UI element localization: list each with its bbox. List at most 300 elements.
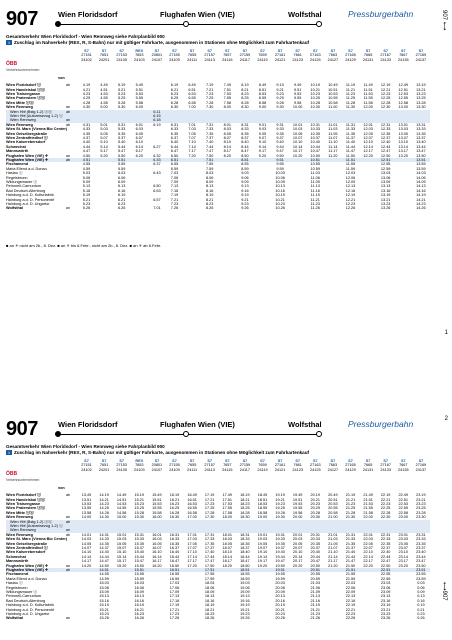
train-header-cell: 24119 [257, 467, 268, 472]
time-cell: 12.14 [363, 144, 373, 149]
time-cell: 9.47 [276, 149, 284, 154]
time-cell: 17.21 [169, 607, 180, 612]
time-cell: 11.47 [345, 149, 356, 154]
time-cell: 11.37 [345, 136, 356, 140]
train-header-cell: 24125 [310, 467, 321, 472]
time-cell: 8.37 [241, 136, 249, 140]
time-cell: 14.49 [116, 493, 127, 498]
time-cell: 10.21 [275, 197, 285, 202]
time-cell: 15.50 [134, 563, 145, 568]
time-cell: 21.10 [328, 550, 338, 555]
train-header-cell: 24109 [169, 467, 180, 472]
time-cell: 7.01 [153, 206, 161, 211]
time-cell: 23.10 [398, 550, 409, 555]
stop-name: Schwechat [6, 144, 26, 149]
time-cell: 12.53 [398, 92, 409, 96]
time-cell: 4.50 [82, 153, 91, 158]
time-cell: 21.03 [310, 581, 321, 586]
time-cell: 8.00 [223, 105, 231, 110]
time-cell: 6.28 [170, 100, 179, 105]
train-header-cell: 24117 [239, 467, 251, 472]
time-cell: 6.43 [153, 171, 161, 176]
time-cell: 8.06 [205, 175, 214, 180]
time-cell: 15.28 [134, 510, 145, 515]
time-cell: 9.19 [276, 83, 284, 88]
time-cell: 14.16 [416, 188, 426, 193]
time-cell: 21.55 [363, 506, 373, 511]
stop-name: Hainburg a.d. D. Kulturfabrik [6, 193, 54, 198]
time-cell: 0.19 [417, 603, 425, 608]
time-cell: 14.40 [99, 550, 109, 555]
time-cell: 5.33 [117, 127, 126, 132]
train-header-cell: 27161 [274, 53, 286, 58]
time-cell: 17.55 [204, 572, 215, 577]
stop-name: Wildungsmauer ⓢ [6, 180, 38, 184]
time-cell: 23.07 [398, 546, 409, 550]
time-cell: 21.25 [345, 506, 356, 511]
time-cell: 12.17 [363, 149, 373, 154]
time-cell: 9.58 [293, 100, 302, 105]
time-cell: 22.07 [363, 546, 373, 550]
time-cell: 23.37 [416, 546, 426, 550]
time-cell: 18.40 [240, 550, 250, 555]
time-cell: 14.17 [81, 559, 92, 564]
train-header-cell: S7 [295, 459, 301, 463]
time-cell: 11.59 [345, 166, 356, 171]
arr-dep-marker: an [66, 153, 70, 158]
time-cell: 17.19 [169, 603, 180, 608]
stop-name: Wien Floridsdorf ⓢ [6, 493, 41, 498]
time-cell: 23.50 [416, 563, 426, 568]
time-cell: 6.50 [170, 153, 179, 158]
stop-name: Wien Zentralfriedhof ⓢ [6, 546, 48, 550]
time-cell: 14.50 [99, 563, 109, 568]
time-cell: 8.10 [223, 140, 231, 145]
time-cell: 17.31 [204, 532, 215, 537]
time-cell: 16.55 [169, 572, 180, 577]
time-cell: 14.31 [99, 532, 109, 537]
time-cell: 15.19 [99, 603, 109, 608]
time-cell: 18.10 [222, 550, 233, 555]
time-cell: 14.23 [99, 502, 109, 506]
time-cell: 9.21 [276, 87, 284, 92]
time-cell: 6.23 [170, 92, 179, 96]
train-header-cell: S7 [207, 459, 213, 463]
train-header-cell: S7 [277, 49, 283, 53]
time-cell: 22.19 [345, 603, 356, 608]
time-cell: 22.10 [363, 550, 373, 555]
stop-name: Wien Rennweg [10, 528, 36, 533]
time-cell: 18.19 [204, 603, 215, 608]
stop-name: Hainburg a.d. D. Ungartor [6, 202, 50, 206]
time-cell: 21.07 [328, 546, 338, 550]
time-cell: 12.35 [380, 131, 391, 136]
time-cell: 11.26 [310, 206, 320, 211]
train-header-cell: S7 [365, 459, 371, 463]
train-header-cell: 7661 [293, 463, 302, 468]
time-cell: 7.50 [205, 153, 214, 158]
time-cell: 5.17 [100, 149, 108, 154]
time-cell: 16.26 [134, 616, 145, 621]
time-cell: 20.00 [292, 515, 303, 520]
time-cell: 15.21 [99, 607, 109, 612]
train-header-cell: S7 [242, 49, 248, 53]
time-cell: 16.21 [134, 607, 145, 612]
train-header-cell: 24135 [398, 57, 409, 62]
time-cell: 11.51 [363, 87, 373, 92]
time-cell: 0.03 [417, 581, 425, 586]
table-row [6, 616, 430, 620]
train-header-cell: 27165 [345, 53, 356, 58]
stop-name: Petronell-Carnuntum [6, 184, 42, 189]
stop-name: Wolfsthal [6, 206, 24, 211]
time-cell: 20.05 [292, 541, 303, 546]
arr-dep-marker: an [66, 528, 70, 533]
train-header-cell: S7 [418, 49, 424, 53]
time-cell: 10.03 [275, 171, 285, 176]
time-cell: 14.14 [81, 554, 92, 559]
timetable-grid [6, 459, 430, 629]
time-cell: 17.16 [169, 598, 180, 603]
train-header-cell: 27169 [415, 463, 427, 468]
time-cell: 12.20 [363, 153, 373, 158]
time-cell: 14.26 [416, 206, 426, 211]
time-cell: 5.13 [82, 184, 91, 189]
time-cell: 21.00 [328, 515, 338, 520]
time-cell: 11.55 [345, 162, 356, 167]
time-cell: 16.03 [152, 537, 162, 542]
time-cell: 17.53 [222, 502, 233, 506]
time-cell: 23.25 [416, 506, 426, 511]
time-cell: 21.58 [363, 510, 373, 515]
time-cell: 19.50 [275, 563, 285, 568]
time-cell: 15.21 [134, 497, 145, 502]
time-cell: 10.06 [275, 175, 285, 180]
time-cell: 12.47 [380, 149, 391, 154]
time-cell: 10.50 [310, 153, 321, 158]
time-cell: 7.17 [188, 149, 196, 154]
stop-name: Wien Praterstern ⓢⓤ [6, 96, 45, 101]
arr-dep-marker: ab [66, 532, 70, 537]
time-cell: 16.51 [169, 568, 180, 572]
time-cell: 20.03 [275, 581, 285, 586]
time-cell: 23.23 [416, 502, 426, 506]
train-header-cell: S7 [101, 49, 107, 53]
time-cell: 9.19 [241, 193, 249, 198]
time-cell: 20.16 [275, 598, 285, 603]
time-cell: 17.26 [169, 616, 180, 621]
time-cell: 19.33 [275, 537, 285, 542]
time-cell: 8.21 [205, 197, 214, 202]
time-cell: 19.40 [275, 550, 285, 555]
time-cell: 5.19 [117, 83, 126, 88]
time-cell: 7.07 [188, 136, 196, 140]
time-cell: 7.40 [205, 140, 214, 145]
time-cell: 10.59 [310, 166, 321, 171]
train-header-cell: 24115 [222, 467, 233, 472]
train-header-cell: S7 [172, 459, 177, 463]
train-header-cell: 7665 [363, 53, 373, 58]
time-cell: 14.37 [99, 546, 109, 550]
time-cell: 8.31 [241, 122, 249, 127]
time-cell: 13.21 [380, 197, 391, 202]
time-cell: 21.37 [345, 546, 356, 550]
arr-dep-marker: an [66, 616, 70, 621]
train-header-cell: 7661 [293, 53, 302, 58]
time-cell: 22.50 [380, 563, 391, 568]
time-cell: 23.03 [380, 581, 391, 586]
time-cell: 22.03 [345, 581, 356, 586]
train-header-cell: 27163 [310, 53, 321, 58]
time-cell: 20.13 [275, 594, 285, 599]
route-line [58, 24, 320, 25]
time-cell: 17.55 [222, 506, 233, 511]
time-cell: 17.25 [204, 506, 215, 511]
time-cell: 22.40 [380, 550, 391, 555]
stop-name: Wien Mitte ⓢⓤ [6, 100, 34, 105]
time-cell: 19.59 [275, 576, 285, 581]
time-cell: 16.55 [187, 506, 197, 511]
time-cell: 20.40 [310, 550, 321, 555]
time-cell: 8.40 [241, 140, 249, 145]
time-cell: 23.21 [416, 497, 426, 502]
time-cell: 17.51 [222, 497, 233, 502]
time-cell: 15.31 [134, 532, 145, 537]
train-header-cell: 7657 [223, 463, 232, 468]
time-cell: 9.23 [276, 92, 284, 96]
train-header-cell: 7659 [258, 53, 267, 58]
time-cell: 14.07 [81, 546, 92, 550]
time-cell: 14.01 [81, 532, 92, 537]
time-cell: 18.06 [204, 585, 215, 590]
time-cell: 17.40 [204, 550, 215, 555]
time-cell: 16.49 [187, 493, 197, 498]
time-cell: 19.19 [275, 493, 285, 498]
time-cell: 4.31 [82, 122, 91, 127]
time-cell: 13.06 [380, 175, 391, 180]
train-header-cell: 24103 [134, 57, 145, 62]
time-cell: 19.26 [240, 616, 250, 621]
time-cell: 22.59 [380, 576, 391, 581]
arr-dep-marker: ab [66, 122, 70, 127]
time-cell: 17.33 [204, 537, 215, 542]
time-cell: 9.40 [276, 140, 284, 145]
time-cell: 12.30 [380, 105, 391, 110]
time-cell: 8.19 [205, 193, 214, 198]
train-header-cell: 7653 [135, 53, 144, 58]
time-cell: 6.37 [170, 136, 179, 140]
time-cell: 19.14 [257, 554, 268, 559]
time-cell: 20.25 [310, 506, 321, 511]
time-cell: 15.51 [152, 497, 162, 502]
time-cell: 6.19 [117, 193, 126, 198]
time-cell: 12.26 [345, 206, 356, 211]
time-cell: 5.01 [100, 122, 108, 127]
train-header-cell: 24127 [327, 467, 339, 472]
time-cell: 16.21 [169, 497, 180, 502]
train-header-cell: 27167 [380, 53, 391, 58]
time-cell: 6.15 [153, 114, 161, 118]
time-cell: 9.16 [241, 188, 249, 193]
time-cell: 22.26 [345, 616, 356, 621]
time-cell: 15.55 [134, 572, 145, 577]
time-cell: 11.03 [310, 171, 320, 176]
time-cell: 9.30 [276, 105, 284, 110]
time-cell: 20.09 [275, 590, 285, 594]
train-header-cell: 27153 [116, 53, 127, 58]
station-airport: Flughafen Wien (VIE) [160, 10, 235, 19]
route-number: 907 [6, 418, 38, 440]
stop-name: Wien Hbf (Autoreisezug 1-2) ⓢ [10, 114, 63, 118]
time-cell: 21.01 [328, 532, 338, 537]
time-cell: 0.09 [417, 590, 425, 594]
train-header-cell: S7 [154, 49, 160, 53]
side-route-label: 907 ⟷ [441, 10, 447, 31]
time-cell: 21.26 [310, 616, 321, 621]
time-cell: 18.25 [240, 506, 250, 511]
time-cell: 13.53 [81, 502, 92, 506]
time-cell: 10.31 [310, 122, 321, 127]
time-cell: 9.53 [293, 92, 302, 96]
time-cell: 0.16 [417, 598, 425, 603]
time-cell: 14.35 [99, 541, 109, 546]
time-cell: 19.55 [275, 572, 285, 577]
time-cell: 15.51 [134, 568, 145, 572]
time-cell: 14.25 [99, 506, 109, 511]
time-cell: 13.28 [416, 100, 426, 105]
time-cell: 13.35 [416, 131, 426, 136]
train-header-cell: 24127 [327, 57, 339, 62]
time-cell: 7.23 [205, 92, 214, 96]
time-cell: 21.16 [310, 598, 321, 603]
arr-dep-marker: ab [66, 493, 70, 498]
time-cell: 20.47 [310, 559, 321, 564]
time-cell: 18.47 [240, 559, 250, 564]
train-header-cell: S7 [400, 49, 406, 53]
time-cell: 21.14 [328, 554, 338, 559]
time-cell: 16.37 [169, 546, 180, 550]
time-cell: 14.19 [416, 193, 426, 198]
time-cell: 15.13 [99, 594, 109, 599]
time-cell: 23.47 [416, 559, 426, 564]
time-cell: 6.51 [170, 158, 179, 162]
time-cell: 18.17 [222, 559, 233, 564]
time-cell: 17.17 [187, 559, 197, 564]
time-cell: 21.21 [345, 497, 356, 502]
stop-name: Fischamend [6, 572, 29, 577]
time-cell: 21.33 [345, 537, 356, 542]
time-cell: 10.55 [310, 162, 321, 167]
time-cell: 8.30 [241, 105, 249, 110]
time-cell: 13.50 [416, 153, 426, 158]
train-header-cell: 7667 [399, 463, 408, 468]
time-cell: 14.53 [116, 502, 127, 506]
time-cell: 22.58 [398, 510, 409, 515]
time-cell: 17.01 [187, 532, 197, 537]
time-cell: 7.58 [223, 100, 231, 105]
stop-name: Hainburg a.d. D. Ungartor [6, 612, 50, 616]
stop-name: Wien Rennweg [10, 118, 36, 123]
time-cell: 4.53 [100, 92, 108, 96]
train-header-cell: 7651 [99, 53, 109, 58]
train-header-cell: 24131 [362, 57, 374, 62]
time-cell: 21.53 [363, 502, 373, 506]
time-cell: 15.01 [116, 532, 127, 537]
time-cell: 17.09 [169, 590, 180, 594]
time-cell: 5.21 [117, 87, 126, 92]
time-cell: 5.58 [135, 100, 143, 105]
time-cell: 16.01 [152, 532, 162, 537]
time-cell: 5.25 [117, 96, 126, 101]
stop-name: Mannswörth [6, 559, 29, 564]
time-cell: 9.09 [241, 180, 249, 184]
time-cell: 9.07 [258, 136, 267, 140]
stop-name: Hainburg a.d. D. Personenbf [6, 607, 55, 612]
time-cell: 23.44 [416, 554, 426, 559]
stop-name: Hainburg a.d. D. Personenbf [6, 197, 55, 202]
train-header-cell: 24121 [274, 467, 286, 472]
train-header-cell: S7 [84, 49, 89, 53]
time-cell: 15.09 [99, 590, 109, 594]
time-cell: 0.23 [417, 612, 425, 616]
time-cell: 13.03 [398, 127, 409, 132]
time-cell: 18.30 [240, 515, 250, 520]
train-header-cell: 7653 [135, 463, 144, 468]
time-cell: 8.23 [241, 92, 249, 96]
time-cell: 8.21 [241, 87, 249, 92]
time-cell: 17.06 [169, 585, 180, 590]
train-header-cell: 27153 [116, 463, 127, 468]
time-cell: 8.19 [241, 83, 249, 88]
time-cell: 16.58 [187, 510, 197, 515]
time-cell: 13.30 [416, 105, 426, 110]
time-cell: 23.19 [416, 493, 426, 498]
train-header-cell: 27163 [310, 463, 321, 468]
time-cell: 11.16 [310, 188, 320, 193]
time-cell: 13.55 [81, 506, 92, 511]
time-cell: 9.35 [276, 131, 284, 136]
route-number: 907 [6, 8, 38, 30]
time-cell: 5.49 [135, 83, 143, 88]
time-cell: 15.00 [116, 515, 127, 520]
time-cell: 6.18 [153, 118, 161, 123]
time-cell: 21.51 [363, 497, 373, 502]
time-cell: 15.03 [116, 537, 127, 542]
time-cell: 15.16 [99, 598, 109, 603]
time-cell: 17.13 [169, 594, 180, 599]
time-cell: 9.03 [241, 171, 249, 176]
time-cell: 10.23 [310, 92, 321, 96]
train-header-cell: S7 [383, 49, 389, 53]
time-cell: 16.40 [169, 550, 180, 555]
time-cell: 5.50 [117, 153, 126, 158]
time-cell: 17.10 [187, 550, 197, 555]
time-cell: 6.30 [170, 105, 179, 110]
time-cell: 6.53 [188, 92, 196, 96]
time-cell: 16.50 [169, 563, 180, 568]
time-cell: 5.03 [82, 171, 91, 176]
train-header-cell: 27159 [239, 463, 251, 468]
time-cell: 22.05 [363, 541, 373, 546]
time-cell: 22.21 [345, 607, 356, 612]
time-cell: 23.51 [416, 568, 426, 572]
time-cell: 6.00 [135, 105, 143, 110]
time-cell: 14.03 [81, 537, 92, 542]
time-cell: 18.03 [222, 537, 233, 542]
time-cell: 6.55 [188, 96, 196, 101]
time-cell: 20.23 [310, 502, 321, 506]
train-header-cell: REX [135, 49, 144, 53]
